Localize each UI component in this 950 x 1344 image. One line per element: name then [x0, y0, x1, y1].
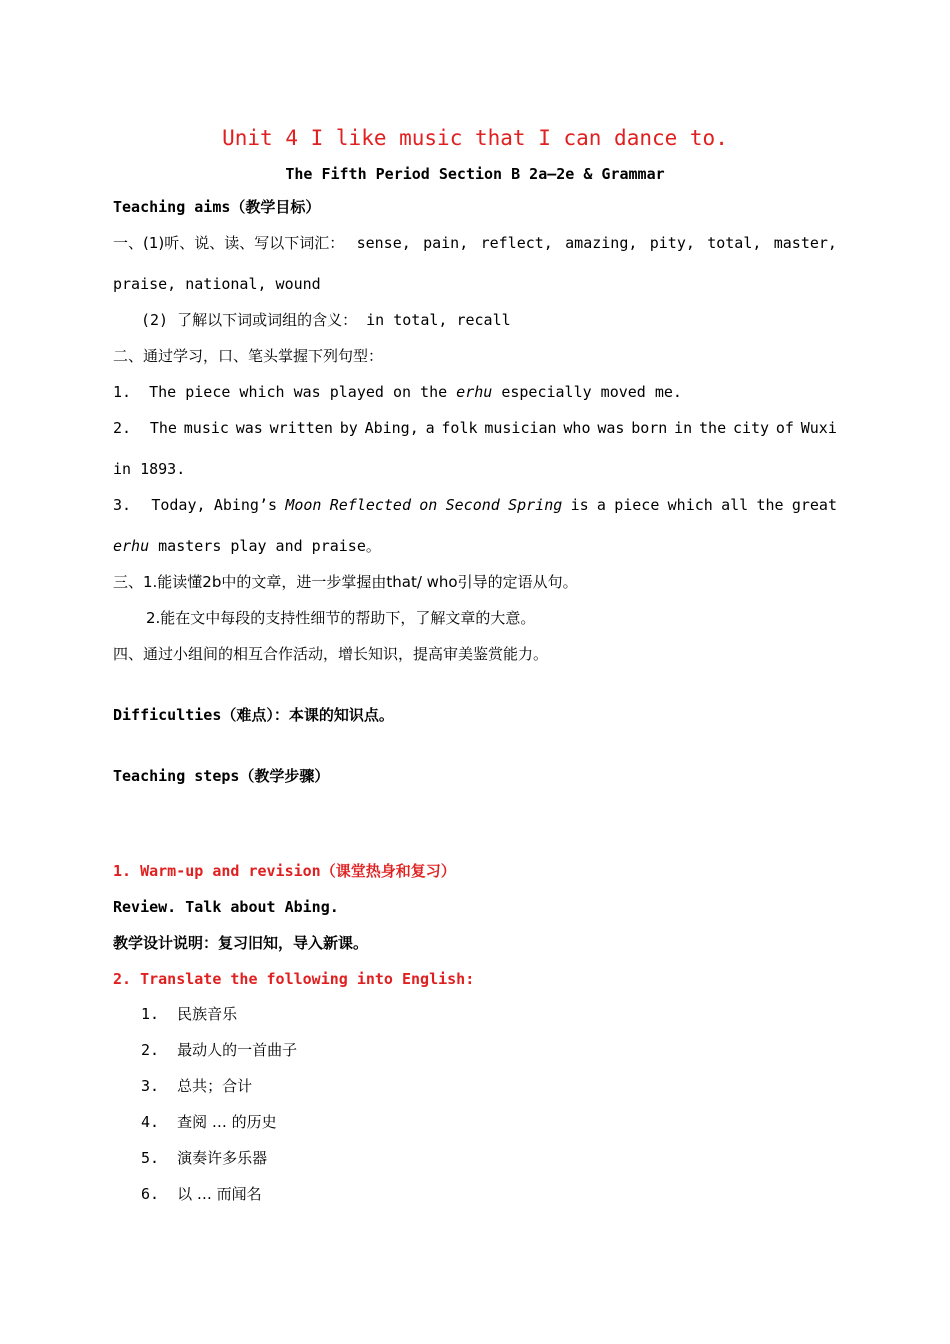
list-item-number: 2.	[141, 1041, 160, 1059]
word: all	[721, 496, 749, 514]
word: was	[597, 419, 625, 437]
word: the	[699, 419, 727, 437]
vocab-word: total,	[707, 234, 762, 252]
vocab-word: pain,	[423, 234, 469, 252]
aims-three-1: 三、1.能读懂2b中的文章，进一步掌握由that/ who引导的定语从句。	[113, 573, 578, 591]
sentence-number: 3.	[113, 496, 132, 514]
difficulties: Difficulties（难点）：本课的知识点。	[113, 706, 394, 724]
italic-word: Spring	[508, 496, 563, 514]
sentence-2	[113, 418, 837, 438]
list-item-text: 总共；合计	[177, 1077, 253, 1095]
word: who	[563, 419, 591, 437]
sentence-2-cont: in 1893.	[113, 460, 186, 478]
word: folk	[441, 419, 478, 437]
word: piece	[614, 496, 660, 514]
word: which	[667, 496, 713, 514]
list-item	[141, 1148, 267, 1168]
step2-heading: 2. Translate the following into English:	[113, 970, 475, 988]
list-item-text: 查阅 … 的历史	[177, 1113, 277, 1131]
aims-one-b: (2) 了解以下词或词组的含义： in total, recall	[141, 311, 511, 329]
sentence-3	[113, 495, 837, 515]
sentence-number: 1.	[113, 383, 132, 401]
aims-one-a-cont: praise, national, wound	[113, 275, 321, 293]
word: born	[631, 419, 668, 437]
aims-one-a-prefix: 一、(1)听、说、读、写以下词汇：	[113, 234, 345, 252]
word: a	[596, 496, 606, 514]
italic-word: Second	[445, 496, 500, 514]
word: The	[149, 419, 177, 437]
vocab-word: sense,	[356, 234, 411, 252]
aims-four: 四、通过小组间的相互合作活动，增长知识，提高审美鉴赏能力。	[113, 645, 549, 663]
word: is	[570, 496, 589, 514]
sentence-3-cont	[113, 536, 381, 556]
vocab-word: pity,	[649, 234, 695, 252]
step1-note: 教学设计说明：复习旧知，导入新课。	[113, 934, 369, 952]
list-item-number: 6.	[141, 1185, 160, 1203]
word: in	[674, 419, 693, 437]
sentence-1-pre: The piece which was played on the	[149, 383, 448, 401]
list-item-number: 3.	[141, 1077, 160, 1095]
sentence-3-cont-text: masters play and praise。	[158, 537, 381, 555]
sentence-number: 2.	[113, 419, 132, 437]
word: was	[235, 419, 263, 437]
aims-three-2: 2.能在文中每段的支持性细节的帮助下，了解文章的大意。	[146, 609, 536, 627]
aims-one-a	[113, 233, 837, 253]
sentence-1-post: especially moved me.	[501, 383, 682, 401]
step1-review: Review. Talk about Abing.	[113, 898, 339, 916]
aims-heading: Teaching aims（教学目标）	[113, 198, 321, 216]
list-item-text: 演奏许多乐器	[177, 1149, 268, 1167]
word: of	[775, 419, 794, 437]
vocab-word: master,	[773, 234, 837, 252]
word: city	[732, 419, 770, 437]
list-item	[141, 1076, 252, 1096]
sentence-1	[113, 382, 682, 402]
word: by	[339, 419, 358, 437]
word: Abing’s	[213, 496, 278, 514]
list-item	[141, 1112, 277, 1132]
aims-two: 二、通过学习，口、笔头掌握下列句型：	[113, 347, 384, 365]
vocab-word: amazing,	[565, 234, 638, 252]
word: the	[756, 496, 784, 514]
list-item-text: 最动人的一首曲子	[177, 1041, 298, 1059]
list-item-number: 1.	[141, 1005, 160, 1023]
sentence-1-italic: erhu	[456, 383, 493, 401]
word: a	[425, 419, 435, 437]
list-item-number: 5.	[141, 1149, 160, 1167]
steps-heading: Teaching steps（教学步骤）	[113, 767, 330, 785]
word: Abing,	[364, 419, 419, 437]
word: music	[183, 419, 229, 437]
word: musician	[484, 419, 557, 437]
list-item-text: 民族音乐	[177, 1005, 238, 1023]
word: written	[269, 419, 333, 437]
vocab-word: reflect,	[480, 234, 553, 252]
page-title: Unit 4 I like music that I can dance to.	[222, 126, 728, 150]
word: great	[791, 496, 837, 514]
list-item-number: 4.	[141, 1113, 160, 1131]
list-item	[141, 1040, 297, 1060]
word: Today,	[151, 496, 206, 514]
list-item	[141, 1004, 237, 1024]
step1-heading: 1. Warm-up and revision（课堂热身和复习）	[113, 862, 456, 880]
italic-word: Moon	[285, 496, 322, 514]
list-item	[141, 1184, 262, 1204]
list-item-text: 以 … 而闻名	[177, 1185, 262, 1203]
sentence-3-cont-italic: erhu	[113, 537, 150, 555]
italic-word: Reflected	[329, 496, 411, 514]
italic-word: on	[419, 496, 438, 514]
word: Wuxi	[800, 419, 837, 437]
page-subtitle: The Fifth Period Section B 2a–2e & Grammar	[285, 165, 665, 183]
